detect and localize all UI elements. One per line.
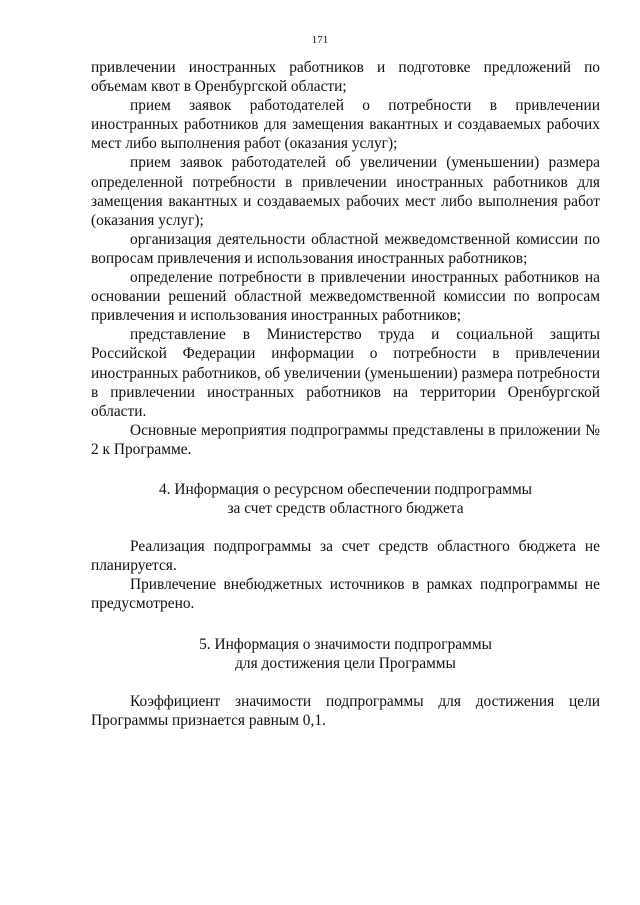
paragraph: Реализация подпрограммы за счет средств областного бюджета не планируется. <box>91 538 600 575</box>
page-number: 171 <box>311 34 329 46</box>
section-4-heading <box>91 480 600 518</box>
paragraph: представление в Министерство труда и социальной защиты Российской Федерации информации о потребности в привлечении иностранных работников, об увеличении (уменьшении) размера потребности в привлечении иностранных работников на территории Оренбургской области. <box>91 326 600 420</box>
paragraph: организация деятельности областной межведомственной комиссии по вопросам привлечения и использования иностранных работников; <box>91 230 600 267</box>
section-heading-line: 5. Информация о значимости подпрограммы <box>199 635 492 653</box>
paragraph: Коэффициент значимости подпрограммы для достижения цели Программы признается равным 0,1. <box>91 692 600 729</box>
section-heading-line: для достижения цели Программы <box>235 654 456 672</box>
section-heading-line: 4. Информация о ресурсном обеспечении подпрограммы <box>158 480 533 498</box>
section-heading-line: за счет средств областного бюджета <box>227 500 464 518</box>
paragraph: привлечении иностранных работников и подготовке предложений по объемам квот в Оренбургской области; <box>91 59 600 96</box>
paragraph: определение потребности в привлечении иностранных работников на основании решений областной межведомственной комиссии по вопросам привлечения и использования иностранных работников; <box>91 269 600 325</box>
paragraph: прием заявок работодателей о потребности в привлечении иностранных работников для замещения вакантных и создаваемых рабочих мест либо выполнения работ (оказания услуг); <box>91 97 600 153</box>
section-5-heading <box>91 635 600 673</box>
paragraph: Привлечение внебюджетных источников в рамках подпрограммы не предусмотрено. <box>91 576 600 613</box>
paragraph: прием заявок работодателей об увеличении (уменьшении) размера определенной потребности в привлечении иностранных работников для замещения вакантных и создаваемых рабочих мест либо выполнения работ (оказания услуг); <box>91 154 600 229</box>
document-body <box>91 58 600 730</box>
paragraph: Основные мероприятия подпрограммы представлены в приложении № 2 к Программе. <box>91 421 600 458</box>
